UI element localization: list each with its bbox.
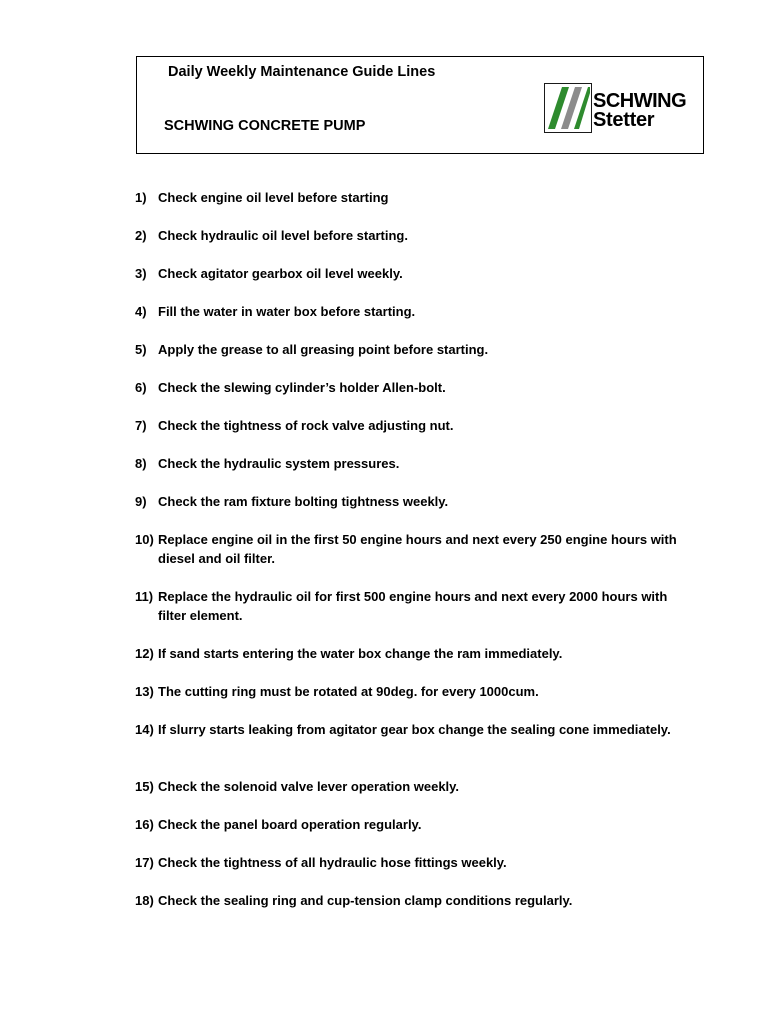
document-subtitle: SCHWING CONCRETE PUMP bbox=[164, 118, 366, 134]
item-number: 18) bbox=[135, 893, 154, 908]
item-text: Check the panel board operation regularly. bbox=[158, 817, 422, 832]
item-text: Check the tightness of rock valve adjusting nut. bbox=[158, 418, 454, 433]
item-number: 6) bbox=[135, 380, 147, 395]
logo-wordmark-stetter: Stetter bbox=[593, 109, 655, 131]
item-text: Replace engine oil in the first 50 engine hours and next every 250 engine hours with diesel and oil filter. bbox=[158, 532, 677, 566]
item-text: Check hydraulic oil level before starting. bbox=[158, 228, 408, 243]
item-text: Replace the hydraulic oil for first 500 engine hours and next every 2000 hours with filter element. bbox=[158, 589, 668, 623]
item-number: 15) bbox=[135, 779, 154, 794]
item-text: Fill the water in water box before starting. bbox=[158, 304, 416, 319]
document-title: Daily Weekly Maintenance Guide Lines bbox=[168, 64, 436, 80]
item-number: 4) bbox=[135, 304, 147, 319]
item-text: Check the ram fixture bolting tightness weekly. bbox=[158, 494, 449, 509]
item-number: 17) bbox=[135, 855, 154, 870]
item-text: Check the sealing ring and cup-tension clamp conditions regularly. bbox=[158, 893, 573, 908]
item-text: Check the solenoid valve lever operation weekly. bbox=[158, 779, 460, 794]
header-box bbox=[136, 56, 704, 154]
item-number: 10) bbox=[135, 532, 154, 547]
item-text: The cutting ring must be rotated at 90deg. for every 1000cum. bbox=[158, 684, 539, 699]
item-text: Apply the grease to all greasing point before starting. bbox=[158, 342, 489, 357]
item-number: 13) bbox=[135, 684, 154, 699]
item-number: 7) bbox=[135, 418, 147, 433]
item-number: 12) bbox=[135, 646, 154, 661]
item-text: If sand starts entering the water box change the ram immediately. bbox=[158, 646, 563, 661]
item-number: 1) bbox=[135, 190, 147, 205]
item-number: 3) bbox=[135, 266, 147, 281]
item-text: Check the slewing cylinder’s holder Allen-bolt. bbox=[158, 380, 446, 395]
item-text: Check the hydraulic system pressures. bbox=[158, 456, 400, 471]
item-number: 16) bbox=[135, 817, 154, 832]
logo-wordmark-schwing: SCHWING bbox=[593, 90, 687, 112]
item-number: 2) bbox=[135, 228, 147, 243]
logo-stripes-icon bbox=[544, 83, 592, 133]
item-text: If slurry starts leaking from agitator gear box change the sealing cone immediately. bbox=[158, 722, 671, 737]
item-number: 5) bbox=[135, 342, 147, 357]
item-number: 8) bbox=[135, 456, 147, 471]
item-text: Check engine oil level before starting bbox=[158, 190, 389, 205]
item-number: 14) bbox=[135, 722, 154, 737]
item-number: 9) bbox=[135, 494, 147, 509]
item-text: Check the tightness of all hydraulic hose fittings weekly. bbox=[158, 855, 507, 870]
item-number: 11) bbox=[135, 589, 154, 604]
schwing-stetter-logo bbox=[544, 83, 690, 133]
item-text: Check agitator gearbox oil level weekly. bbox=[158, 266, 403, 281]
